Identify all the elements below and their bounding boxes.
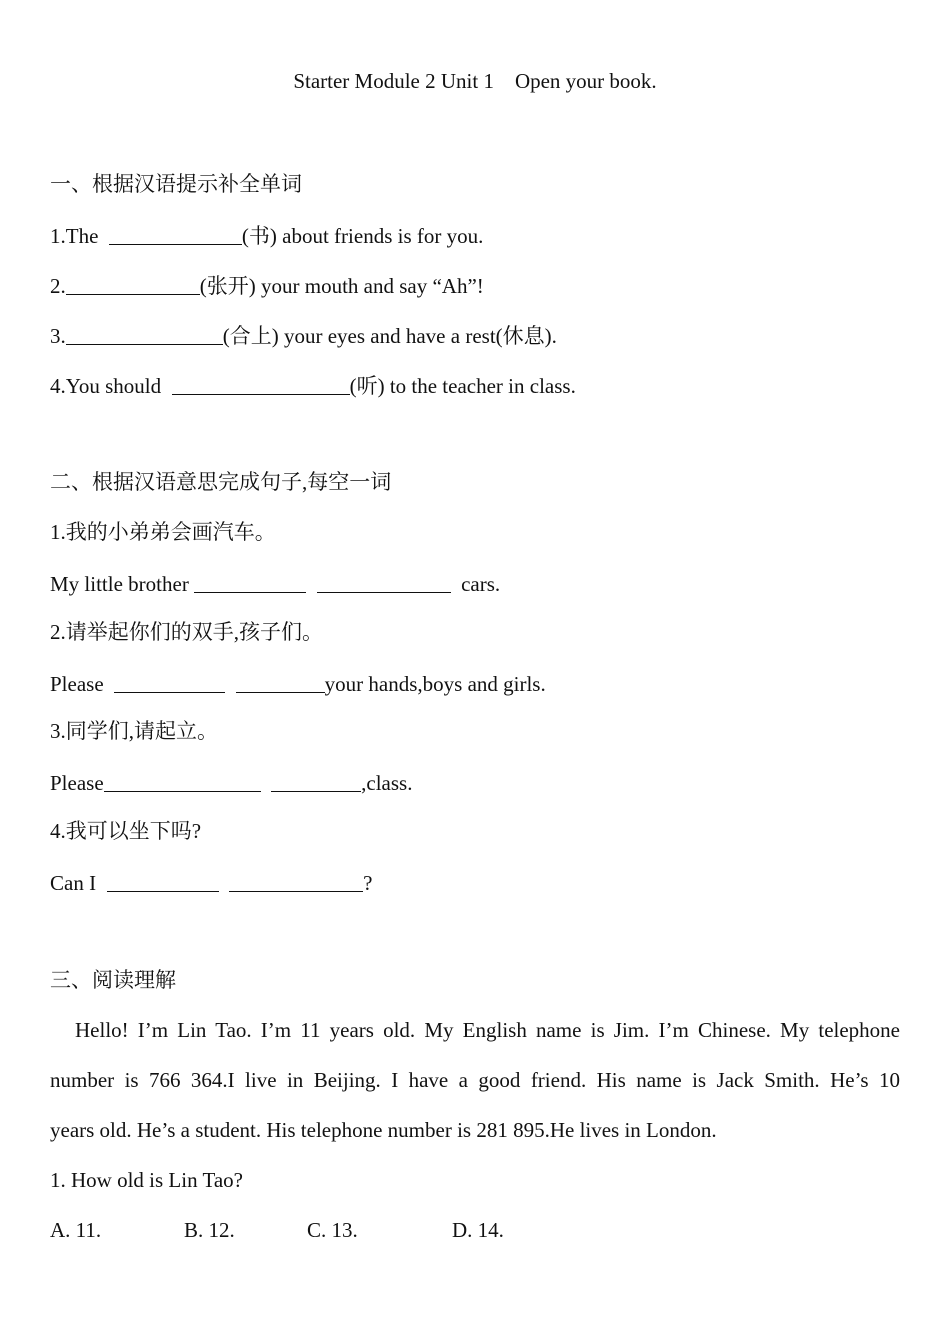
option-d: D. 14. xyxy=(452,1218,504,1242)
sentence-suffix: ,class. xyxy=(361,771,413,795)
answer-blank xyxy=(229,871,363,892)
answer-blank xyxy=(236,672,325,693)
fill-word-item-3 xyxy=(50,324,557,347)
item-hint: (听) to the teacher in class. xyxy=(349,374,576,398)
option-a: A. 11. xyxy=(50,1218,102,1242)
sentence-2-english xyxy=(50,672,546,695)
passage-line-1: Hello! I’m Lin Tao. I’m 11 years old. My English name is Jim. I’m Chinese. My telephone xyxy=(75,1018,900,1042)
answer-blank xyxy=(271,771,361,792)
section2-heading: 二、根据汉语意思完成句子,每空一词 xyxy=(50,470,392,494)
answer-blank xyxy=(107,871,219,892)
sentence-3-english xyxy=(50,771,412,794)
section1-heading: 一、根据汉语提示补全单词 xyxy=(50,172,302,196)
answer-blank xyxy=(66,324,223,345)
sentence-4-english xyxy=(50,871,372,894)
fill-word-item-2 xyxy=(50,274,484,297)
sentence-3-chinese: 3.同学们,请起立。 xyxy=(50,719,218,743)
sentence-prefix: Please xyxy=(50,771,104,795)
sentence-1-chinese: 1.我的小弟弟会画汽车。 xyxy=(50,520,276,544)
passage-line-2: number is 766 364.I live in Beijing. I have a good friend. His name is Jack Smith. He’s 10 xyxy=(50,1068,900,1092)
item-prefix: 3. xyxy=(50,324,66,348)
answer-blank xyxy=(317,572,451,593)
item-hint: (张开) your mouth and say “Ah”! xyxy=(199,274,484,298)
sentence-prefix: My little brother xyxy=(50,572,195,596)
item-hint: (合上) your eyes and have a rest(休息). xyxy=(222,324,557,348)
fill-word-item-1 xyxy=(50,224,483,247)
sentence-2-chinese: 2.请举起你们的双手,孩子们。 xyxy=(50,620,323,644)
sentence-suffix: your hands,boys and girls. xyxy=(324,672,546,696)
sentence-prefix: Can I xyxy=(50,871,102,895)
item-hint: (书) about friends is for you. xyxy=(241,224,484,248)
answer-blank xyxy=(114,672,225,693)
answer-blank xyxy=(172,374,350,395)
question-1: 1. How old is Lin Tao? xyxy=(50,1168,243,1192)
passage-line-3: years old. He’s a student. His telephone number is 281 895.He lives in London. xyxy=(50,1118,717,1142)
fill-word-item-4 xyxy=(50,374,576,397)
sentence-prefix: Please xyxy=(50,672,109,696)
option-b: B. 12. xyxy=(184,1218,235,1242)
item-prefix: 2. xyxy=(50,274,66,298)
answer-blank xyxy=(194,572,306,593)
section3-heading: 三、阅读理解 xyxy=(50,968,176,992)
sentence-suffix: ? xyxy=(363,871,373,895)
sentence-suffix: cars. xyxy=(455,572,501,596)
item-prefix: 1.The xyxy=(50,224,104,248)
answer-blank xyxy=(109,224,242,245)
page-title: Starter Module 2 Unit 1 Open your book. xyxy=(293,69,657,93)
sentence-1-english xyxy=(50,572,500,595)
answer-blank xyxy=(66,274,200,295)
item-prefix: 4.You should xyxy=(50,374,167,398)
option-c: C. 13. xyxy=(307,1218,358,1242)
answer-blank xyxy=(104,771,261,792)
sentence-4-chinese: 4.我可以坐下吗? xyxy=(50,819,202,843)
